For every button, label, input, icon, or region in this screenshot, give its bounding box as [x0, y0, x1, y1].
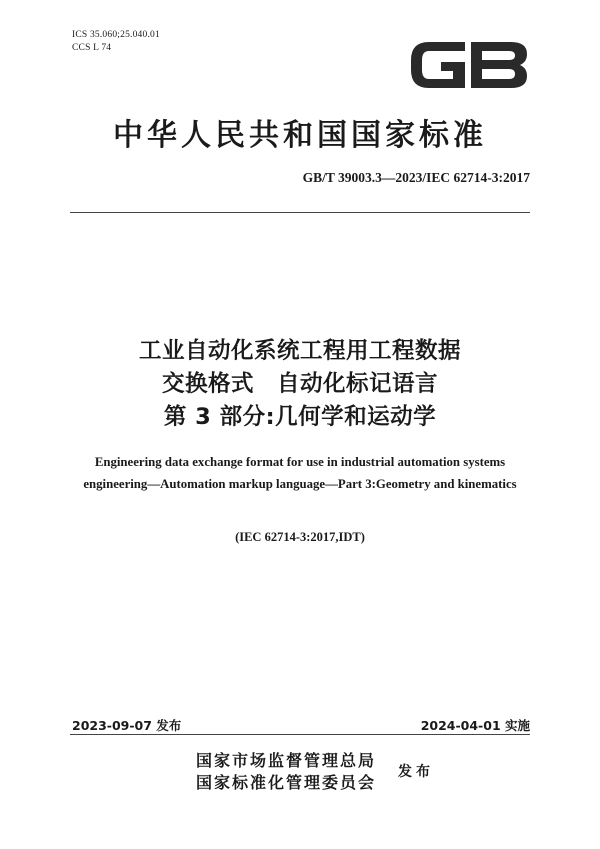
- publish-label: 发布: [398, 764, 434, 780]
- ics-code: ICS 35.060;25.040.01: [72, 30, 160, 40]
- country-standard-title: 中华人民共和国国家标准: [113, 118, 487, 153]
- ccs-code: CCS L 74: [72, 43, 112, 53]
- issuer-samr: 国家市场监督管理总局: [196, 751, 377, 770]
- publication-date: 2023-09-07 发布: [72, 718, 182, 733]
- standard-number: GB/T 39003.3—2023/IEC 62714-3:2017: [302, 170, 530, 185]
- gb-logo: [407, 38, 531, 92]
- english-title-line-2: engineering—Automation markup language—Part 3:Geometry and kinematics: [83, 477, 517, 491]
- chinese-title-line-3: 第 3 部分:几何学和运动学: [163, 404, 437, 430]
- issuing-authorities: [196, 750, 376, 794]
- bottom-divider: [70, 734, 530, 735]
- chinese-title-line-2: 交换格式 自动化标记语言: [161, 371, 438, 397]
- identity-note: (IEC 62714-3:2017,IDT): [235, 530, 365, 544]
- implementation-date: 2024-04-01 实施: [420, 718, 530, 733]
- english-title-line-1: Engineering data exchange format for use in industrial automation systems: [94, 455, 506, 469]
- top-divider: [70, 212, 530, 213]
- issuer-sac: 国家标准化管理委员会: [196, 773, 377, 792]
- chinese-title-line-1: 工业自动化系统工程用工程数据: [138, 338, 461, 364]
